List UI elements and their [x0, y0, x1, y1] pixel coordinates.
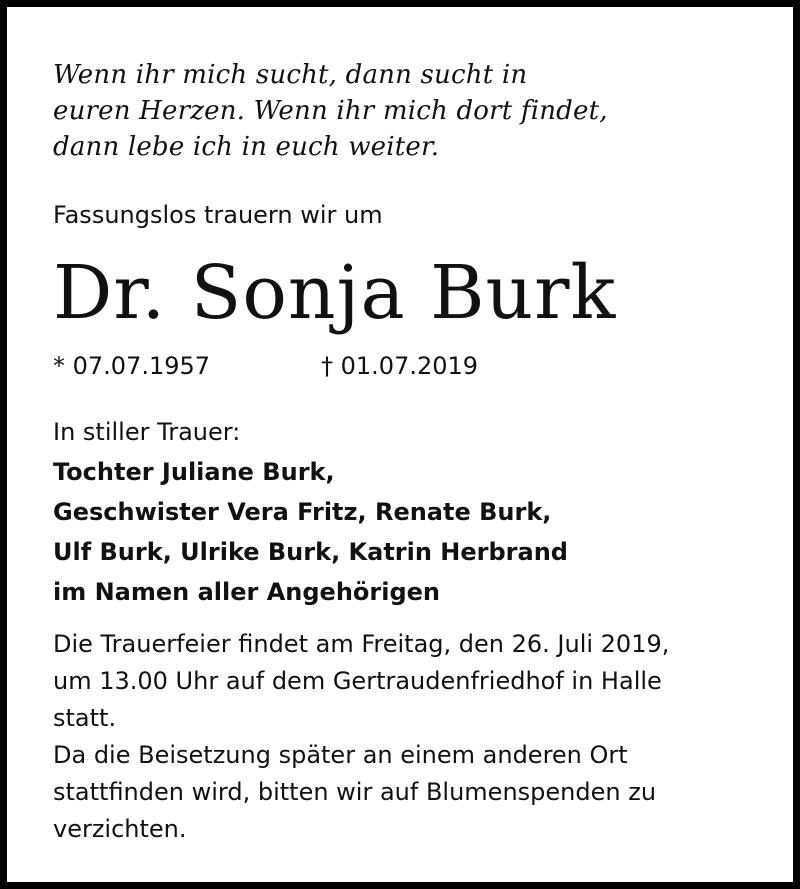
- notice-line: stattfinden wird, bitten wir auf Blumenspenden zu: [53, 778, 657, 806]
- birth-date: * 07.07.1957: [53, 352, 211, 380]
- notice-line: statt.: [53, 704, 117, 732]
- mourner-line: Ulf Burk, Ulrike Burk, Katrin Herbrand: [53, 538, 568, 566]
- mourner-line: im Namen aller Angehörigen: [53, 578, 441, 606]
- mourners-block: [53, 412, 568, 612]
- quote-line: dann lebe ich in euch weiter.: [53, 132, 440, 162]
- quote-line: Wenn ihr mich sucht, dann sucht in: [53, 60, 528, 90]
- notice-line: Da die Beisetzung später an einem anderen Ort: [53, 741, 628, 769]
- deceased-name: Dr. Sonja Burk: [53, 250, 617, 336]
- funeral-notice: [53, 626, 669, 848]
- memorial-quote: [53, 57, 608, 165]
- mourners-heading: In stiller Trauer:: [53, 418, 241, 446]
- intro-text: Fassungslos trauern wir um: [53, 201, 383, 229]
- notice-line: verzichten.: [53, 815, 187, 843]
- quote-line: euren Herzen. Wenn ihr mich dort findet,: [53, 96, 608, 126]
- notice-line: Die Trauerfeier findet am Freitag, den 26. Juli 2019,: [53, 630, 670, 658]
- notice-line: um 13.00 Uhr auf dem Gertraudenfriedhof in Halle: [53, 667, 662, 695]
- life-dates: [53, 349, 653, 383]
- death-date: † 01.07.2019: [321, 352, 479, 380]
- mourner-line: Tochter Juliane Burk,: [53, 458, 335, 486]
- mourner-line: Geschwister Vera Fritz, Renate Burk,: [53, 498, 552, 526]
